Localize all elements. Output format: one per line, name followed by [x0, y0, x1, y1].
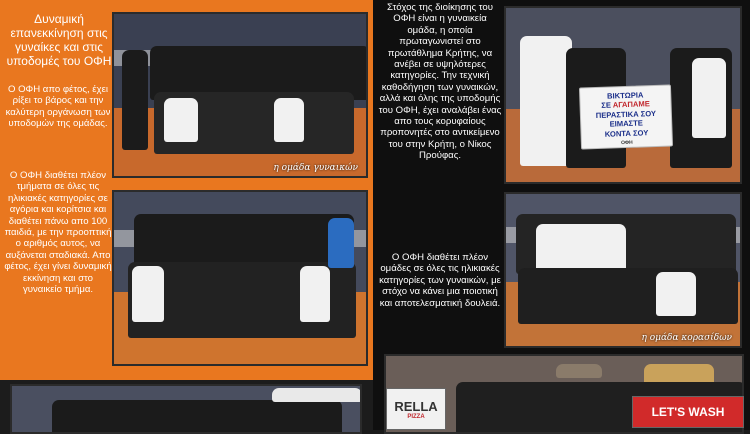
sign-line-5: ΚΟΝΤΑ ΣΟΥ [604, 127, 649, 139]
mid-paragraph-2: Ο ΟΦΗ διαθέτει πλέον ομάδες σε όλες τις ηλικιακές κατηγορίες των γυναικών, με στόχο να κάνει μια ποιοτική και αποτελεσματική δουλειά. [379, 252, 501, 309]
article-headline: Δυναμική επανεκκίνηση στις γυναίκες και στις υποδομές του ΟΦΗ [6, 12, 112, 68]
sign-line-4: ΕΙΜΑΣΤΕ [609, 118, 644, 129]
photo-bottom-left [10, 384, 362, 434]
photo-team-2 [112, 190, 368, 366]
mid-paragraph-1: Στόχος της διοίκησης του ΟΦΗ είναι η γυναικεία ομάδα, η οποία πρωταγωνιστεί στο πρωτάθλημα Κρήτης, να ανέβει σε υψηλότερες κατηγορίες. Την τεχνική καθοδήγηση των γυναικών, αλλά και όλης της υποδομής του ΟΦΗ, έχει αναλάβει ένας απο τους κορυφαίους προπονητές στο αντικείμενο του στην Κρήτη, ο Νίκος Προύφας. [378, 2, 502, 162]
caption-girls-team: η ομάδα κορασίδων [641, 333, 732, 343]
photo-women-team [112, 12, 368, 178]
support-sign [579, 84, 673, 149]
ad-board-lets-wash: LET'S WASH [632, 396, 744, 428]
sign-logo: ΟΦΗ [620, 139, 633, 147]
ad-board-rella-text: RELLA [394, 398, 438, 414]
photo-girls-team [504, 192, 742, 348]
ad-board-rella [386, 388, 446, 430]
sign-line-2-highlight: ΑΓΑΠΑΜΕ [612, 99, 650, 110]
sign-line-3: ΠΕΡΑΣΤΙΚΑ ΣΟΥ [595, 108, 657, 120]
caption-women-team: η ομάδα γυναικών [273, 163, 358, 173]
sign-line-1: ΒΙΚΤΩΡΙΑ [606, 90, 644, 101]
left-paragraph-2: Ο ΟΦΗ διαθέτει πλέον τμήματα σε όλες τις ηλικιακές κατηγορίες σε αγόρια και κορίτσια και διαθέτει πάνω απο 100 παιδιά, με την προοπτική ο αριθμός αυτος, να αυξάνεται σταδιακά. Απο φέτος, έχει γίνει δυναμική εκκίνηση και στο γυναικείο τμήμα. [4, 170, 112, 296]
sign-line-2-prefix: ΣΕ [601, 100, 613, 111]
left-paragraph-1: Ο ΟΦΗ απο φέτος, έχει ρίξει το βάρος και την καλύτερη οργάνωση των υποδομών της ομάδας. [5, 84, 111, 130]
ad-board-rella-sub: PIZZA [407, 413, 425, 420]
